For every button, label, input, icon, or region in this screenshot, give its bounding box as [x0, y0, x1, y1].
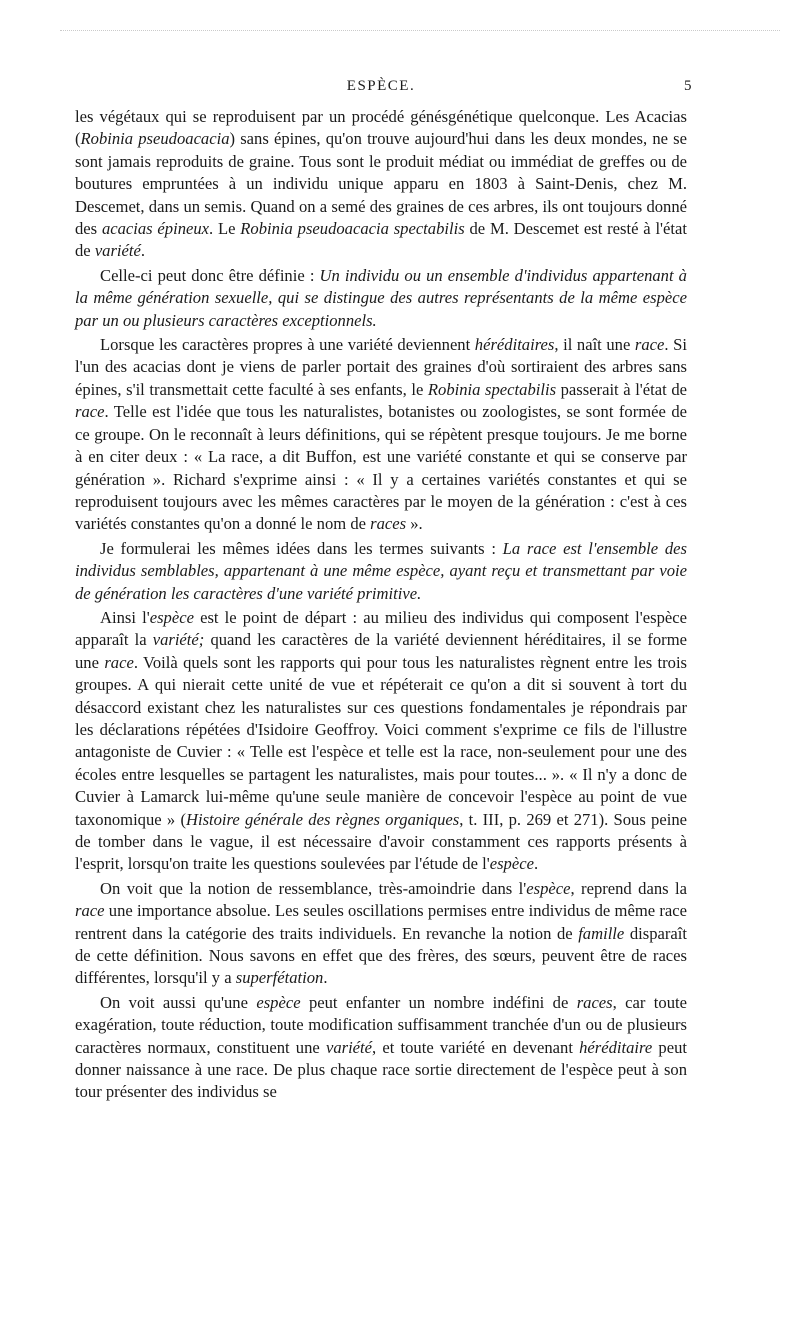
text-run: , reprend dans la — [570, 878, 687, 898]
text-run: Ainsi l' — [100, 607, 150, 627]
italic-run: famille — [578, 923, 625, 943]
italic-run: races — [576, 992, 613, 1012]
text-run: . Voilà quels sont les rapports qui pour tous les naturalistes règnent entre les trois groupes. A qui nierait cette unité de vue et répéterait ce qu'on a dit si souvent à tort du désaccord existant chez les naturalistes sur ces questions fondamentales je répondrais par les déclarations répétées d'Isidoire Geoffroy. Voici comment s'exprime ce fils de l'illustre antagoniste de Cuvier : « Telle est l'espèce et telle est la race, non-seulement pour une des écoles entre lesquelles se partagent les naturalistes, mais pour toutes... ». « Il n'y a donc de Cuvier à Lamarck lui-même qu'une seule manière de concevoir l'espèce au point de vue taxonomique » ( — [75, 652, 688, 829]
paragraph-1 — [75, 106, 687, 263]
italic-run: espèce — [489, 854, 534, 874]
paragraph-5 — [75, 607, 687, 876]
italic-run: acacias épineux — [101, 219, 210, 239]
text-run: , et toute variété en devenant — [372, 1037, 580, 1057]
italic-run: superfétation — [235, 968, 324, 988]
italic-run: race — [75, 402, 105, 422]
text-run: . Telle est l'idée que tous les naturalistes, botanistes ou zoologistes, se sont formée de ce groupe. On le reconnaît à leurs définitions, qui se répètent presque toujours. Je me borne à en citer deux : « La race, a dit Buffon, est une variété constante et qui se conserve par génération ». Richard s'exprime ainsi : « Il y a certaines variétés constantes et qui se reproduisent toujours avec les mêmes caractères par le moyen de la génération : c'est à ces variétés constantes qu'on a donné le nom de — [75, 402, 687, 534]
text-run: de M. Descemet est resté à l'état de — [75, 219, 687, 261]
text-run: les végétaux qui se reproduisent par un procédé génésgénétique quelconque. Les Acacias ( — [75, 107, 687, 149]
italic-run: La race est l'ensemble des individus semblables, appartenant à une même espèce, ayant reçu et transmettant par voie de génération les caractères d'une variété primitive. — [75, 538, 687, 603]
text-run: est le point de départ : au milieu des individus qui composent l'espèce apparaît la — [75, 607, 687, 650]
italic-run: espèce — [256, 992, 301, 1012]
text-run: Je formulerai les mêmes idées dans les termes suivants : — [100, 538, 503, 558]
italic-run: héréditaire — [579, 1037, 653, 1057]
text-run: , il naît une — [554, 335, 635, 355]
page — [75, 78, 693, 1104]
text-run: , car toute exagération, toute réduction, toute modification suffisamment tranchée d'un ou de plusieurs caractères normaux, constituent une — [75, 992, 687, 1057]
page-number: 5 — [684, 78, 693, 94]
paragraph-6 — [75, 878, 687, 990]
italic-run: héréditaires — [474, 335, 555, 355]
text-run: . — [140, 241, 146, 261]
text-run: . Le — [209, 219, 241, 239]
italic-run: race — [75, 901, 105, 921]
text-run: disparaît de cette définition. Nous savons en effet que des frères, des sœurs, peuvent être de races différentes, lorsqu'il y a — [75, 923, 687, 988]
italic-run: race — [634, 335, 665, 355]
italic-run: races — [370, 514, 407, 534]
running-header — [75, 78, 693, 106]
text-run: . — [323, 968, 328, 988]
paragraph-7 — [75, 992, 687, 1104]
paragraph-4 — [75, 538, 687, 605]
text-run: quand les caractères de la variété deviennent héréditaires, il se forme une — [75, 630, 687, 672]
text-run: Celle-ci peut donc être définie : — [100, 265, 320, 285]
italic-run: Robinia pseudoacacia spectabilis — [240, 219, 465, 239]
text-run: ». — [406, 514, 423, 534]
paragraph-3 — [75, 334, 687, 536]
text-run: peut donner naissance à une race. De plus chaque race sortie directement de l'espèce peut à son tour présenter des individus se — [75, 1037, 688, 1102]
italic-run: variété — [94, 241, 141, 261]
italic-run: variété — [325, 1037, 373, 1057]
body-text — [75, 106, 687, 1104]
text-run: . Si l'un des acacias dont je viens de parler portait des graines d'où sortiraient des arbres sans épines, s'il transmettait cette faculté à ses enfants, le — [75, 335, 687, 399]
text-run: une importance absolue. Les seules oscillations permises entre individus de même race rentrent dans la catégorie des traits individuels. En revanche la notion de — [75, 901, 687, 943]
text-run: On voit aussi qu'une — [100, 992, 257, 1012]
text-run: . — [533, 854, 539, 874]
italic-run: Histoire générale des règnes organiques — [185, 809, 460, 829]
italic-run: Robinia pseudoacacia — [80, 129, 230, 149]
italic-run: race — [104, 652, 134, 672]
italic-run: variété; — [152, 630, 205, 650]
text-run: ) sans épines, qu'on trouve aujourd'hui dans les deux mondes, ne se sont jamais reproduits de graine. Tous sont le produit médiat ou immédiat de greffes ou de boutures empruntées à un individu unique apparu en 1803 à Saint-Denis, chez M. Descemet, dans un semis. Quand on a semé des graines de ces arbres, ils ont toujours donné des — [75, 129, 688, 239]
text-run: On voit que la notion de ressemblance, très-amoindrie dans l' — [100, 878, 527, 898]
text-run: peut enfanter un nombre indéfini de — [300, 992, 577, 1012]
scan-dust-top — [60, 30, 780, 51]
running-title: ESPÈCE. — [346, 78, 416, 94]
italic-run: espèce — [526, 878, 571, 898]
italic-run: Robinia spectabilis — [427, 379, 557, 399]
text-run: Lorsque les caractères propres à une variété deviennent — [100, 335, 475, 355]
italic-run: Un individu ou un ensemble d'individus appartenant à la même génération sexuelle, qui se distingue des autres représentants de la même espèce par un ou plusieurs caractères exceptionnels. — [75, 265, 687, 330]
text-run: passerait à l'état de — [556, 379, 687, 399]
paragraph-2 — [75, 265, 687, 332]
text-run: , t. III, p. 269 et 271). Sous peine de tomber dans le vague, il est nécessaire d'avoir constamment ces rapports présents à l'esprit, lorsqu'on traite les questions soulevées par l'étude de l' — [75, 809, 687, 874]
italic-run: espèce — [149, 607, 194, 627]
